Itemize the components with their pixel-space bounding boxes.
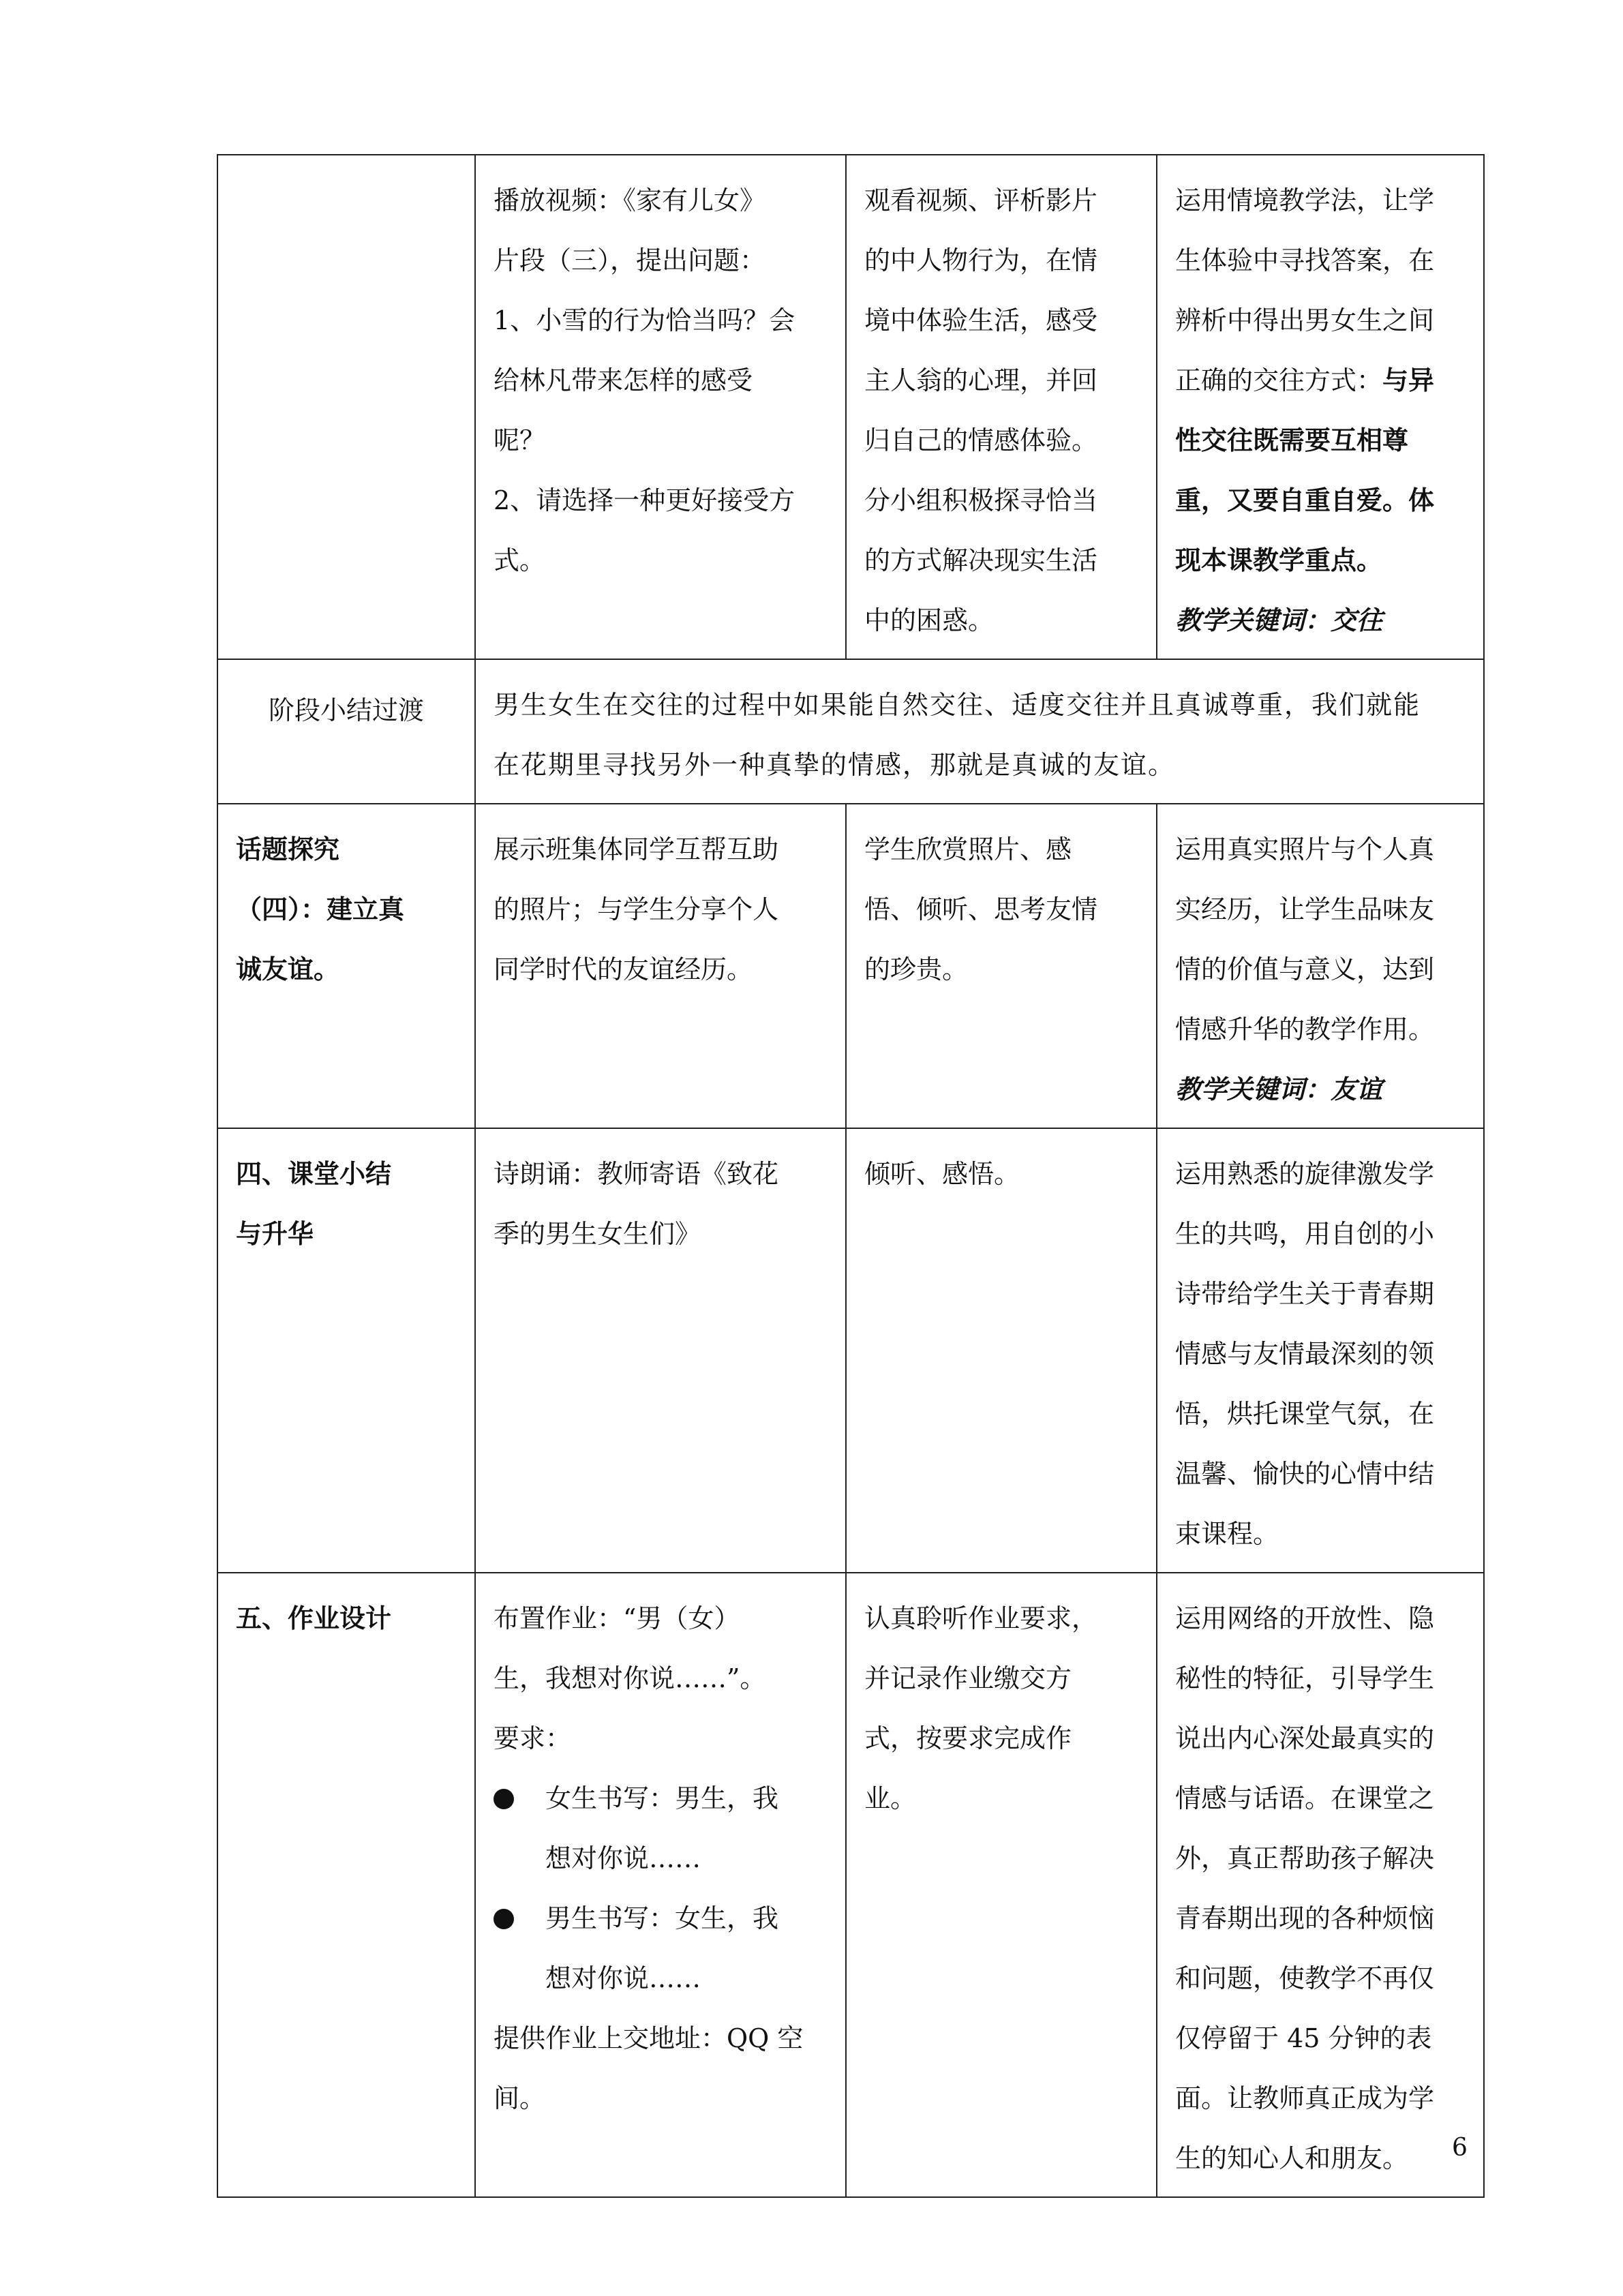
table-row bbox=[217, 1128, 1484, 1573]
text-line: 悟，烘托课堂气氛，在 bbox=[1175, 1399, 1435, 1429]
text-line: 生，我想对你说……”。 bbox=[494, 1663, 766, 1693]
text-line: 和问题，使教学不再仅 bbox=[1175, 1963, 1435, 1993]
stage-label: 四、课堂小结 bbox=[236, 1159, 392, 1189]
text-line: 2、请选择一种更好接受方 bbox=[494, 485, 795, 515]
student-activity-cell bbox=[846, 804, 1157, 1128]
student-activity-cell bbox=[846, 1128, 1157, 1573]
text-line: 同学时代的友谊经历。 bbox=[494, 954, 753, 984]
text-line: 运用熟悉的旋律激发学 bbox=[1175, 1159, 1435, 1189]
text-line: 观看视频、评析影片 bbox=[864, 185, 1098, 215]
text-line: 情感升华的教学作用。 bbox=[1175, 1014, 1435, 1044]
text-line: 学生欣赏照片、感 bbox=[864, 834, 1072, 864]
text-line: 诗带给学生关于青春期 bbox=[1175, 1279, 1435, 1309]
text-line: 要求： bbox=[494, 1723, 572, 1753]
design-intent-cell bbox=[1157, 1573, 1484, 2197]
bullet-item bbox=[494, 1768, 828, 1828]
bullet-text: 男生书写：女生，我 bbox=[545, 1903, 779, 1933]
text-line: 展示班集体同学互帮互助 bbox=[494, 834, 779, 864]
bullet-text: 女生书写：男生，我 bbox=[545, 1783, 779, 1813]
teacher-activity-cell bbox=[475, 155, 846, 659]
design-intent-cell bbox=[1157, 1128, 1484, 1573]
page-number: 6 bbox=[1452, 2134, 1468, 2162]
stage-label: 诚友谊。 bbox=[236, 954, 340, 984]
text-line: 的中人物行为，在情 bbox=[864, 245, 1098, 275]
text-line: 的珍贵。 bbox=[864, 954, 969, 984]
emphasis-text: 与异 bbox=[1382, 365, 1435, 395]
table-row bbox=[217, 155, 1484, 659]
student-activity-cell bbox=[846, 1573, 1157, 2197]
text-fragment: 正确的交往方式： bbox=[1175, 365, 1383, 395]
text-line: 主人翁的心理，并回 bbox=[864, 365, 1098, 395]
text-line: 播放视频：《家有儿女》 bbox=[494, 185, 766, 215]
text-line: 中的困惑。 bbox=[864, 605, 995, 635]
keyword-line: 教学关键词：友谊 bbox=[1175, 1074, 1383, 1104]
text-line: 生的共鸣，用自创的小 bbox=[1175, 1219, 1435, 1249]
text-line: 运用真实照片与个人真 bbox=[1175, 834, 1435, 864]
emphasis-line: 现本课教学重点。 bbox=[1175, 545, 1383, 575]
text-line: 境中体验生活，感受 bbox=[864, 305, 1098, 335]
stage-label-cell bbox=[217, 1573, 475, 2197]
text-line: 1、小雪的行为恰当吗？会 bbox=[494, 305, 795, 335]
text-line: 分小组积极探寻恰当 bbox=[864, 485, 1098, 515]
text-line: 布置作业：“男（女） bbox=[494, 1603, 740, 1633]
text-line: 青春期出现的各种烦恼 bbox=[1175, 1903, 1435, 1933]
bullet-continuation: 想对你说…… bbox=[545, 1843, 701, 1873]
text-line: 外，真正帮助孩子解决 bbox=[1175, 1843, 1435, 1873]
text-line: 呢？ bbox=[494, 425, 546, 455]
design-intent-cell bbox=[1157, 155, 1484, 659]
text-line: 男生女生在交往的过程中如果能自然交往、适度交往并且真诚尊重，我们就能 bbox=[494, 690, 1421, 720]
design-intent-cell bbox=[1157, 804, 1484, 1128]
text-line: 实经历，让学生品味友 bbox=[1175, 894, 1435, 924]
text-line: 悟、倾听、思考友情 bbox=[864, 894, 1098, 924]
lesson-plan-table bbox=[217, 154, 1485, 2198]
text-line: 间。 bbox=[494, 2083, 546, 2113]
text-line: 提供作业上交地址：QQ 空 bbox=[494, 2023, 804, 2053]
text-line: 情感与友情最深刻的领 bbox=[1175, 1339, 1435, 1369]
text-line: 归自己的情感体验。 bbox=[864, 425, 1098, 455]
text-line: 季的男生女生们》 bbox=[494, 1219, 701, 1249]
stage-label-cell bbox=[217, 804, 475, 1128]
text-line: 说出内心深处最真实的 bbox=[1175, 1723, 1435, 1753]
stage-label: 话题探究 bbox=[236, 834, 340, 864]
stage-label: 与升华 bbox=[236, 1219, 314, 1249]
bullet-dot-icon bbox=[494, 1909, 514, 1929]
stage-label-cell bbox=[217, 155, 475, 659]
text-line: 秘性的特征，引导学生 bbox=[1175, 1663, 1435, 1693]
student-activity-cell bbox=[846, 155, 1157, 659]
bullet-dot-icon bbox=[494, 1789, 514, 1809]
bullet-item bbox=[494, 1888, 828, 1948]
text-line: 温馨、愉快的心情中结 bbox=[1175, 1459, 1435, 1489]
stage-label: （四）：建立真 bbox=[236, 894, 405, 924]
text-line: 认真聆听作业要求， bbox=[864, 1603, 1098, 1633]
text-line: 式，按要求完成作 bbox=[864, 1723, 1072, 1753]
teacher-activity-cell bbox=[475, 804, 846, 1128]
stage-label: 五、作业设计 bbox=[236, 1603, 392, 1633]
text-line: 的方式解决现实生活 bbox=[864, 545, 1098, 575]
emphasis-line: 重，又要自重自爱。体 bbox=[1175, 485, 1435, 515]
text-line: 式。 bbox=[494, 545, 546, 575]
transition-summary-cell bbox=[475, 659, 1484, 804]
text-line: 生的知心人和朋友。 bbox=[1175, 2143, 1409, 2173]
stage-label: 阶段小结过渡 bbox=[268, 695, 424, 725]
text-line: 并记录作业缴交方 bbox=[864, 1663, 1072, 1693]
text-line: 情的价值与意义，达到 bbox=[1175, 954, 1435, 984]
text-line: 情感与话语。在课堂之 bbox=[1175, 1783, 1435, 1813]
keyword-line: 教学关键词：交往 bbox=[1175, 605, 1383, 635]
table-row bbox=[217, 1573, 1484, 2197]
text-line: 面。让教师真正成为学 bbox=[1175, 2083, 1435, 2113]
text-line bbox=[1175, 350, 1466, 410]
stage-label-cell bbox=[217, 1128, 475, 1573]
text-line: 辨析中得出男女生之间 bbox=[1175, 305, 1435, 335]
text-line: 仅停留于 45 分钟的表 bbox=[1175, 2023, 1432, 2053]
text-line: 生体验中寻找答案，在 bbox=[1175, 245, 1435, 275]
teacher-activity-cell bbox=[475, 1128, 846, 1573]
text-line: 诗朗诵：教师寄语《致花 bbox=[494, 1159, 779, 1189]
text-line: 运用情境教学法，让学 bbox=[1175, 185, 1435, 215]
text-line: 运用网络的开放性、隐 bbox=[1175, 1603, 1435, 1633]
emphasis-line: 性交往既需要互相尊 bbox=[1175, 425, 1409, 455]
text-line: 的照片；与学生分享个人 bbox=[494, 894, 779, 924]
stage-label-cell bbox=[217, 659, 475, 804]
teacher-activity-cell bbox=[475, 1573, 846, 2197]
text-line: 倾听、感悟。 bbox=[864, 1159, 1020, 1189]
text-line: 束课程。 bbox=[1175, 1519, 1279, 1549]
table-row bbox=[217, 659, 1484, 804]
text-line: 在花期里寻找另外一种真挚的情感，那就是真诚的友谊。 bbox=[494, 750, 1176, 780]
text-line: 业。 bbox=[864, 1783, 917, 1813]
bullet-continuation: 想对你说…… bbox=[545, 1963, 701, 1993]
text-line: 片段（三），提出问题： bbox=[494, 245, 766, 275]
table-row bbox=[217, 804, 1484, 1128]
text-line: 给林凡带来怎样的感受 bbox=[494, 365, 753, 395]
